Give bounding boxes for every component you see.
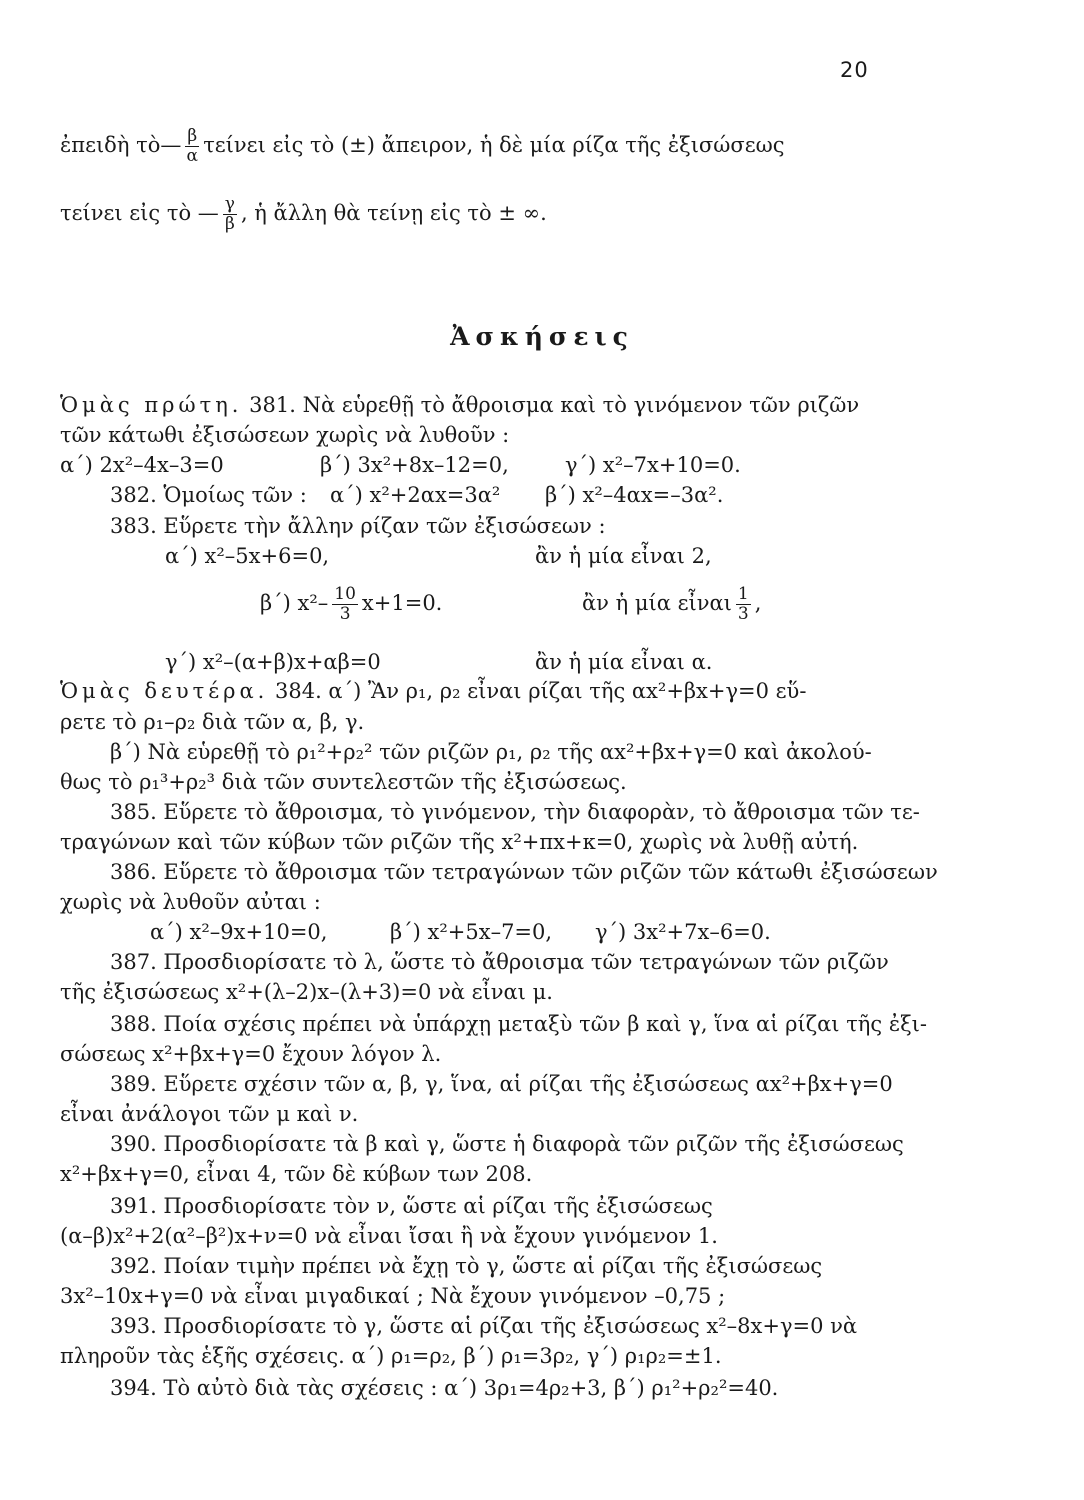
exercise-394: 394. Τὸ αὐτὸ διὰ τὰς σχέσεις : α΄) 3ρ₁=4ρ₂+3, β΄) ρ₁²+ρ₂²=40. — [110, 1376, 779, 1400]
exercise-393-line-2: πληροῦν τὰς ἑξῆς σχέσεις. α΄) ρ₁=ρ₂, β΄) ρ₁=3ρ₂, γ΄) ρ₁ρ₂=±1. — [60, 1344, 722, 1368]
exercise-387-line-2: τῆς ἐξισώσεως x²+(λ–2)x–(λ+3)=0 νὰ εἶναι μ. — [60, 980, 553, 1004]
exercise-388-line-1: 388. Ποία σχέσις πρέπει νὰ ὑπάρχῃ μεταξὺ τῶν β καὶ γ, ἵνα αἱ ρίζαι τῆς ἐξι- — [110, 1012, 927, 1036]
page-number: 20 — [840, 58, 869, 82]
fraction: $\frac{\gamma}{\beta}$ — [224, 194, 235, 234]
fraction: $\frac{10}{3}$ — [334, 584, 356, 624]
exercise-387-line-1: 387. Προσδιορίσατε τὸ λ, ὥστε τὸ ἄθροισμα τῶν τετραγώνων τῶν ριζῶν — [110, 950, 889, 974]
exercise-381-line-2: τῶν κάτωθι ἐξισώσεων χωρὶς νὰ λυθοῦν : — [60, 423, 510, 447]
exercise-390-line-1: 390. Προσδιορίσατε τὰ β καὶ γ, ὥστε ἡ διαφορὰ τῶν ριζῶν τῆς ἐξισώσεως — [110, 1132, 904, 1156]
intro-line-1: ἐπειδὴ τὸ— $\frac{\beta}{\alpha}$ τείνει εἰς τὸ (±) ἄπειρον, ἡ δὲ μία ρίζα τῆς ἐξισώσεως — [60, 126, 785, 166]
exercise-392-line-1: 392. Ποίαν τιμὴν πρέπει νὰ ἔχῃ τὸ γ, ὥστε αἱ ρίζαι τῆς ἐξισώσεως — [110, 1254, 823, 1278]
fraction: $\frac{1}{3}$ — [737, 584, 749, 624]
exercise-386-line-1: 386. Εὕρετε τὸ ἄθροισμα τῶν τετραγώνων τῶν ριζῶν τῶν κάτωθι ἐξισώσεων — [110, 860, 938, 884]
exercise-384-line-4: θως τὸ ρ₁³+ρ₂³ διὰ τῶν συντελεστῶν τῆς ἐξισώσεως. — [60, 770, 627, 794]
intro-line-2: τείνει εἰς τὸ — $\frac{\gamma}{\beta}$ , ἡ ἄλλη θὰ τείνῃ εἰς τὸ ± ∞. — [60, 194, 547, 234]
exercise-381-equations: α΄) 2x²–4x–3=0 β΄) 3x²+8x–12=0, γ΄) x²–7x+10=0. — [60, 453, 741, 477]
exercise-389-line-1: 389. Εὕρετε σχέσιν τῶν α, β, γ, ἵνα, αἱ ρίζαι τῆς ἐξισώσεως αx²+βx+γ=0 — [110, 1072, 893, 1096]
exercise-385-line-2: τραγώνων καὶ τῶν κύβων τῶν ριζῶν τῆς x²+πx+κ=0, χωρὶς νὰ λυθῇ αὐτή. — [60, 830, 859, 854]
section-heading: Ἀσκήσεις — [450, 322, 634, 351]
exercise-388-line-2: σώσεως x²+βx+γ=0 ἔχουν λόγον λ. — [60, 1042, 442, 1066]
exercise-390-line-2: x²+βx+γ=0, εἶναι 4, τῶν δὲ κύβων των 208. — [60, 1162, 533, 1186]
exercise-384-line-1: Ὁμὰς δευτέρα. 384. α΄) Ἂν ρ₁, ρ₂ εἶναι ρίζαι τῆς αx²+βx+γ=0 εὕ- — [60, 679, 807, 703]
exercise-385-line-1: 385. Εὕρετε τὸ ἄθροισμα, τὸ γινόμενον, τὴν διαφορὰν, τὸ ἄθροισμα τῶν τε- — [110, 800, 920, 824]
exercise-386-line-2: χωρὶς νὰ λυθοῦν αὐται : — [60, 890, 321, 914]
exercise-391-line-2: (α–β)x²+2(α²–β²)x+ν=0 νὰ εἶναι ἴσαι ἢ νὰ ἔχουν γινόμενον 1. — [60, 1224, 718, 1248]
exercise-389-line-2: εἶναι ἀνάλογοι τῶν μ καὶ ν. — [60, 1102, 359, 1126]
exercise-384-line-3: β΄) Νὰ εὑρεθῇ τὸ ρ₁²+ρ₂² τῶν ριζῶν ρ₁, ρ₂ τῆς αx²+βx+γ=0 καὶ ἀκολού- — [110, 740, 872, 764]
exercise-383-line-1: 383. Εὕρετε τὴν ἄλλην ρίζαν τῶν ἐξισώσεων : — [110, 514, 606, 538]
group-label: Ὁμὰς δευτέρα. — [60, 679, 269, 703]
exercise-392-line-2: 3x²–10x+γ=0 νὰ εἶναι μιγαδικαί ; Νὰ ἔχουν γινόμενον –0,75 ; — [60, 1284, 726, 1308]
group-label: Ὁμὰς πρώτη. — [60, 393, 243, 417]
exercise-381-line-1: Ὁμὰς πρώτη. 381. Νὰ εὑρεθῇ τὸ ἄθροισμα καὶ τὸ γινόμενον τῶν ριζῶν — [60, 393, 860, 417]
exercise-382: 382. Ὁμοίως τῶν : α΄) x²+2αx=3α² β΄) x²–4αx=–3α². — [110, 483, 724, 507]
exercise-384-line-2: ρετε τὸ ρ₁–ρ₂ διὰ τῶν α, β, γ. — [60, 710, 365, 734]
exercise-393-line-1: 393. Προσδιορίσατε τὸ γ, ὥστε αἱ ρίζαι τῆς ἐξισώσεως x²–8x+γ=0 νὰ — [110, 1314, 858, 1338]
exercise-391-line-1: 391. Προσδιορίσατε τὸν ν, ὥστε αἱ ρίζαι τῆς ἐξισώσεως — [110, 1194, 713, 1218]
fraction: $\frac{\beta}{\alpha}$ — [186, 126, 199, 166]
book-page: 20 ἐπειδὴ τὸ— $\frac{\beta}{\alpha}$ τείνει εἰς τὸ (±) ἄπειρον, ἡ δὲ μία ρίζα τῆς ἐξισώσεως τείνει εἰς τὸ — $\frac{\gamma}{\beta}$ , ἡ ἄλλη θὰ τείνῃ εἰς τὸ ± ∞. Ἀσκήσεις Ὁμὰς πρώτη. 381. Νὰ εὑρεθῇ τὸ ἄθροισμα καὶ τὸ γινόμενον τῶν ριζῶν τῶν κάτωθι ἐξισώσεων χωρὶς νὰ λυθοῦν : α΄) 2x²–4x–3=0 β΄) 3x²+8x–12=0, γ΄) x²–7x+10=0. 382. Ὁμοίως τῶν : α΄) x²+2αx=3α² β΄) x²–4αx=–3α². 383. Εὕρετε τὴν ἄλλην ρίζαν τῶν ἐξισώσεων : α΄) x²–5x+6=0, ἂν ἡ μία εἶναι 2, β΄) x²– $\frac{10}{3}$ x+1=0. ἂν ἡ μία εἶναι $\frac{1}{3}$ , γ΄) x²–(α+β)x+αβ=0 ἂν ἡ μία εἶναι α. Ὁμὰς δευτέρα. 384. α΄) Ἂν ρ₁, ρ₂ εἶναι ρίζαι τῆς αx²+βx+γ=0 εὕ- ρετε τὸ ρ₁–ρ₂ διὰ τῶν α, β, γ. β΄) Νὰ εὑρεθῇ τὸ ρ₁²+ρ₂² τῶν ριζῶν ρ₁, ρ₂ τῆς αx²+βx+γ=0 καὶ ἀκολού- θως τὸ ρ₁³+ρ₂³ διὰ τῶν συντελεστῶν τῆς ἐξισώσεως. 385. Εὕρετε τὸ ἄθροισμα, τὸ γινόμενον, τὴν διαφορὰν, τὸ ἄθροισμα τῶν τε- τραγώνων καὶ τῶν κύβων τῶν ριζῶν τῆς x²+πx+κ=0, χωρὶς νὰ λυθῇ αὐτή. 386. Εὕρετε τὸ ἄθροισμα τῶν τετραγώνων τῶν ριζῶν τῶν κάτωθι ἐξισώσεων χωρὶς νὰ λυθοῦν αὐται : α΄) x²–9x+10=0, β΄) x²+5x–7=0, γ΄) 3x²+7x–6=0. 387. Προσδιορίσατε τὸ λ, ὥστε τὸ ἄθροισμα τῶν τετραγώνων τῶν ριζῶν τῆς ἐξισώσεως x²+(λ–2)x–(λ+3)=0 νὰ εἶναι μ. 388. Ποία σχέσις πρέπει νὰ ὑπάρχῃ μεταξὺ τῶν β καὶ γ, ἵνα αἱ ρίζαι τῆς ἐξι- σώσεως x²+βx+γ=0 ἔχουν λόγον λ. 389. Εὕρετε σχέσιν τῶν α, β, γ, ἵνα, αἱ ρίζαι τῆς ἐξισώσεως αx²+βx+γ=0 εἶναι ἀνάλογοι τῶν μ καὶ ν. 390. Προσδιορίσατε τὰ β καὶ γ, ὥστε ἡ διαφορὰ τῶν ριζῶν τῆς ἐξισώσεως x²+βx+γ=0, εἶναι 4, τῶν δὲ κύβων των 208. 391. Προσδιορίσατε τὸν ν, ὥστε αἱ ρίζαι τῆς ἐξισώσεως (α–β)x²+2(α²–β²)x+ν=0 νὰ εἶναι ἴσαι ἢ νὰ ἔχουν γινόμενον 1. 392. Ποίαν τιμὴν πρέπει νὰ ἔχῃ τὸ γ, ὥστε αἱ ρίζαι τῆς ἐξισώσεως 3x²–10x+γ=0 νὰ εἶναι μιγαδικαί ; Νὰ ἔχουν γινόμενον –0,75 ; 393. Προσδιορίσατε τὸ γ, ὥστε αἱ ρίζαι τῆς ἐξισώσεως x²–8x+γ=0 νὰ πληροῦν τὰς ἑξῆς σχέσεις. α΄) ρ₁=ρ₂, β΄) ρ₁=3ρ₂, γ΄) ρ₁ρ₂=±1. 394. Τὸ αὐτὸ διὰ τὰς σχέσεις : α΄) 3ρ₁=4ρ₂+3, β΄) ρ₁²+ρ₂²=40. — [0, 0, 1084, 1500]
